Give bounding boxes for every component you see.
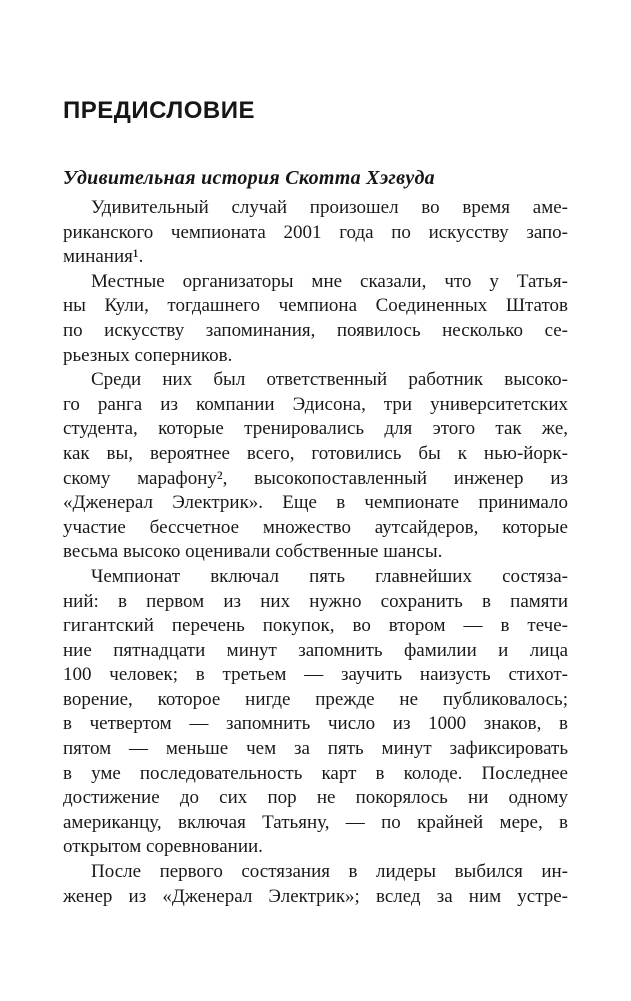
text-line: го ранга из компании Эдисона, три университетских [63, 393, 568, 415]
text-line: открытом соревновании. [63, 836, 263, 858]
text-line: ны Кули, тогдашнего чемпиона Соединенных Штатов [63, 295, 568, 317]
text-line: ворение, которое нигде прежде не публиковалось; [63, 688, 568, 710]
text-line: скому марафону², высокопоставленный инженер из [63, 467, 568, 489]
text-line: рьезных соперников. [63, 344, 233, 366]
text-line: 100 человек; в третьем — заучить наизусть стихот- [63, 664, 568, 686]
text-line: После первого состязания в лидеры выбился ин- [91, 861, 568, 883]
text-line: весьма высоко оценивали собственные шансы. [63, 541, 443, 563]
text-line: по искусству запоминания, появилось несколько се- [63, 319, 568, 341]
text-line: студента, которые тренировались для этого так же, [63, 418, 568, 440]
section-heading: Удивительная история Скотта Хэгвуда [63, 167, 435, 189]
paragraph [63, 565, 568, 860]
text-line: пятом — меньше чем за пять минут зафиксировать [63, 738, 568, 760]
body-text [63, 196, 568, 909]
text-line: женер из «Дженерал Электрик»; вслед за ним устре- [63, 885, 568, 907]
text-line: в уме последовательность карт в колоде. Последнее [63, 762, 568, 784]
text-line: Чемпионат включал пять главнейших состяза- [91, 565, 568, 587]
text-line: в четвертом — запомнить число из 1000 знаков, в [63, 713, 568, 735]
text-line: достижение до сих пор не покорялось ни одному [63, 787, 568, 809]
text-line: «Дженерал Электрик». Еще в чемпионате принимало [63, 492, 568, 514]
text-line: минания¹. [63, 246, 144, 268]
text-line: ний: в первом из них нужно сохранить в памяти [63, 590, 568, 612]
text-line: участие бессчетное множество аутсайдеров, которые [63, 516, 568, 538]
text-line: гигантский перечень покупок, во втором — в тече- [63, 615, 568, 637]
text-line: ние пятнадцати минут запомнить фамилии и лица [63, 639, 568, 661]
page-title: ПРЕДИСЛОВИЕ [63, 97, 255, 124]
text-line: как вы, вероятнее всего, готовились бы к нью-йорк- [63, 442, 568, 464]
paragraph [63, 196, 568, 270]
text-line: Местные организаторы мне сказали, что у Татья- [91, 270, 568, 292]
text-line: американцу, включая Татьяну, — по крайней мере, в [63, 811, 568, 833]
text-line: Удивительный случай произошел во время аме- [91, 197, 568, 218]
page-content [63, 98, 568, 909]
text-line: риканского чемпионата 2001 года по искусству запо- [63, 221, 568, 243]
text-line: Среди них был ответственный работник высоко- [91, 369, 568, 391]
paragraph [63, 860, 568, 909]
paragraph [63, 368, 568, 565]
paragraph [63, 270, 568, 368]
